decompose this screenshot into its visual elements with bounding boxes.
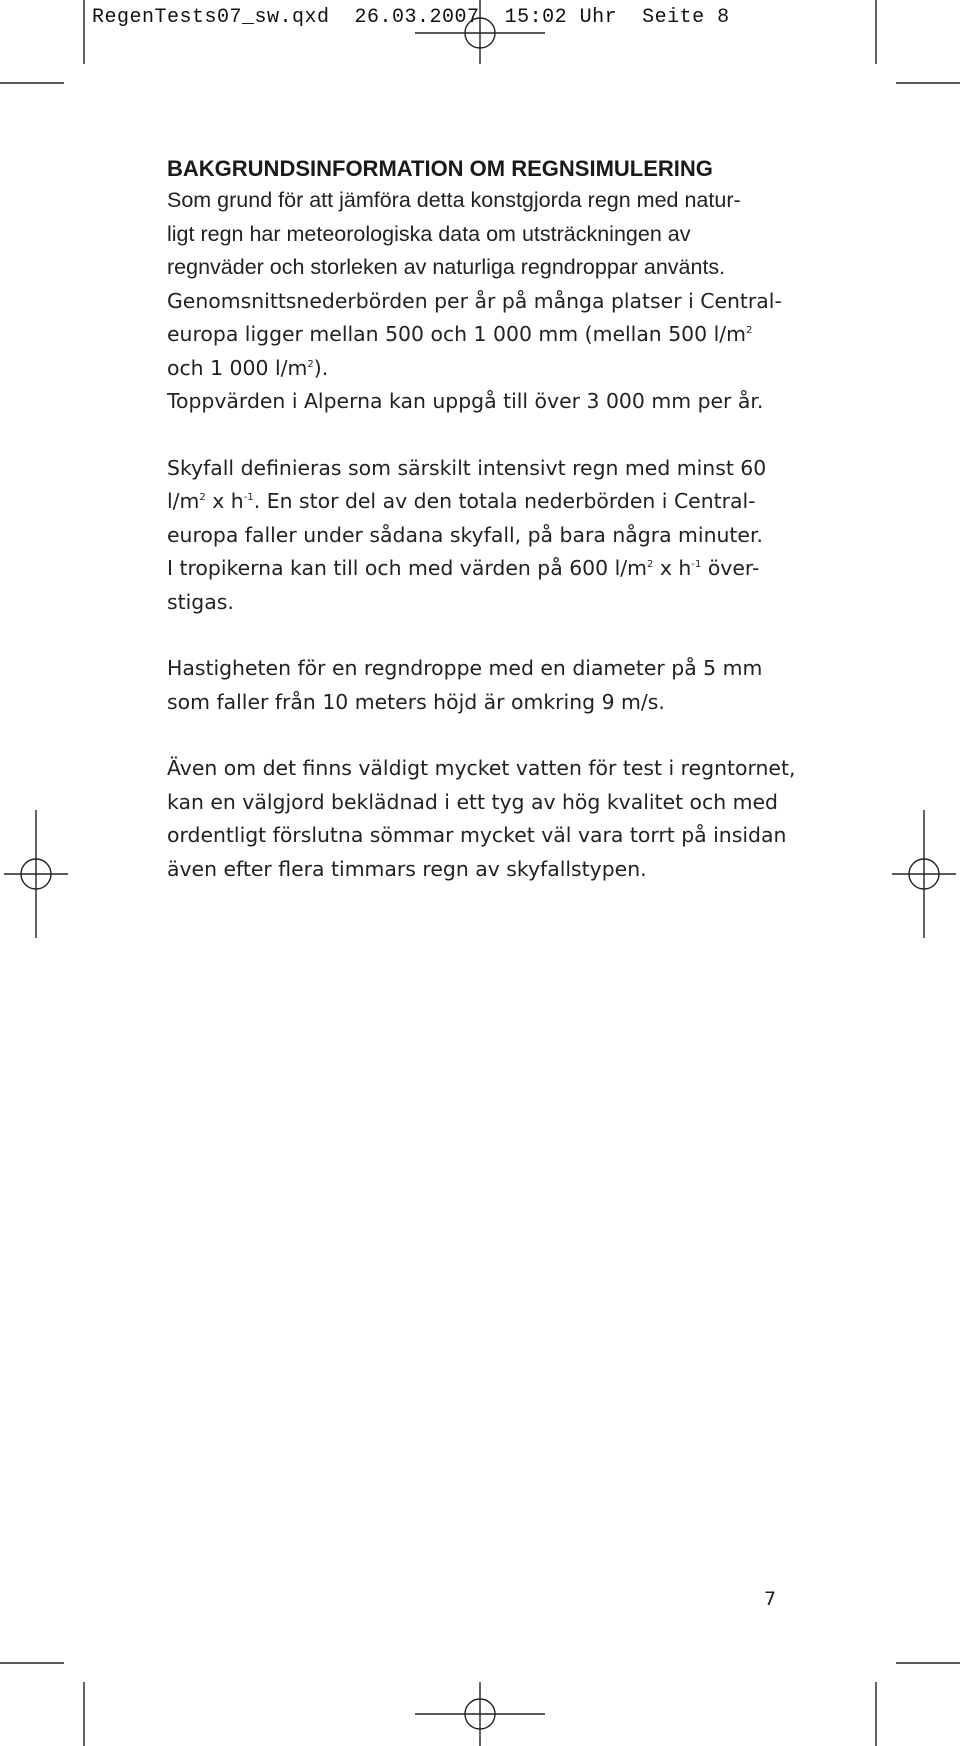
text-line: Hastigheten för en regndroppe med en diameter på 5 mm	[167, 656, 763, 680]
text-line: Som grund för att jämföra detta konstgjorda regn med natur-	[167, 188, 741, 212]
page-number: 7	[764, 1588, 777, 1610]
text-fragment: ).	[313, 355, 329, 380]
page-heading: BAKGRUNDSINFORMATION OM REGNSIMULERING	[167, 156, 713, 181]
registration-mark-right	[892, 810, 956, 938]
superscript: 2	[746, 325, 753, 337]
superscript: -1	[243, 492, 254, 504]
superscript: 2	[647, 559, 654, 571]
text-line: ligt regn har meteorologiska data om utsträckningen av	[167, 221, 691, 246]
paragraph-droplet-speed	[167, 652, 807, 719]
text-fragment: I tropikerna kan till och med värden på 600 l/m	[167, 556, 648, 580]
intro-paragraph	[167, 184, 807, 285]
text-line: ordentligt förslutna sömmar mycket väl vara torrt på insidan	[167, 823, 787, 847]
text-fragment: över-	[701, 556, 760, 580]
text-fragment: x h	[653, 556, 692, 580]
registration-mark-left	[4, 810, 68, 938]
text-fragment: europa ligger mellan 500 och 1 000 mm (mellan 500 l/m	[167, 322, 747, 346]
text-line	[167, 318, 807, 352]
superscript: -1	[691, 559, 702, 571]
text-line: Skyfall definieras som särskilt intensivt regn med minst 60	[167, 455, 767, 480]
text-line: Även om det finns väldigt mycket vatten för test i regntornet,	[167, 756, 796, 780]
article-body	[167, 154, 807, 886]
superscript: 2	[199, 492, 206, 504]
registration-mark-bottom	[415, 1682, 545, 1746]
text-line: stigas.	[167, 589, 234, 614]
text-line	[167, 352, 807, 386]
text-line: Genomsnittsnederbörden per år på många platser i Central-	[167, 288, 782, 313]
text-fragment: . En stor del av den totala nederbörden i Central-	[253, 489, 756, 513]
paragraph-rainfall	[167, 285, 807, 419]
text-line	[167, 485, 807, 519]
paragraph-cloudburst	[167, 452, 807, 620]
paragraph-rain-tower	[167, 752, 807, 886]
text-line: regnväder och storleken av naturliga regndroppar använts.	[167, 255, 726, 279]
text-fragment: och 1 000 l/m	[167, 355, 308, 380]
text-fragment: x h	[205, 489, 244, 513]
text-fragment: l/m	[167, 489, 200, 513]
print-slug: RegenTests07_sw.qxd 26.03.2007 15:02 Uhr Seite 8	[92, 6, 730, 29]
text-line: europa faller under sådana skyfall, på bara några minuter.	[167, 522, 763, 547]
text-line: Toppvärden i Alperna kan uppgå till över 3 000 mm per år.	[167, 389, 764, 413]
text-line	[167, 552, 807, 586]
superscript: 2	[307, 358, 314, 370]
text-line: även efter flera timmars regn av skyfallstypen.	[167, 856, 647, 881]
text-line: som faller från 10 meters höjd är omkring 9 m/s.	[167, 689, 665, 714]
text-line: kan en välgjord beklädnad i ett tyg av hög kvalitet och med	[167, 789, 778, 814]
